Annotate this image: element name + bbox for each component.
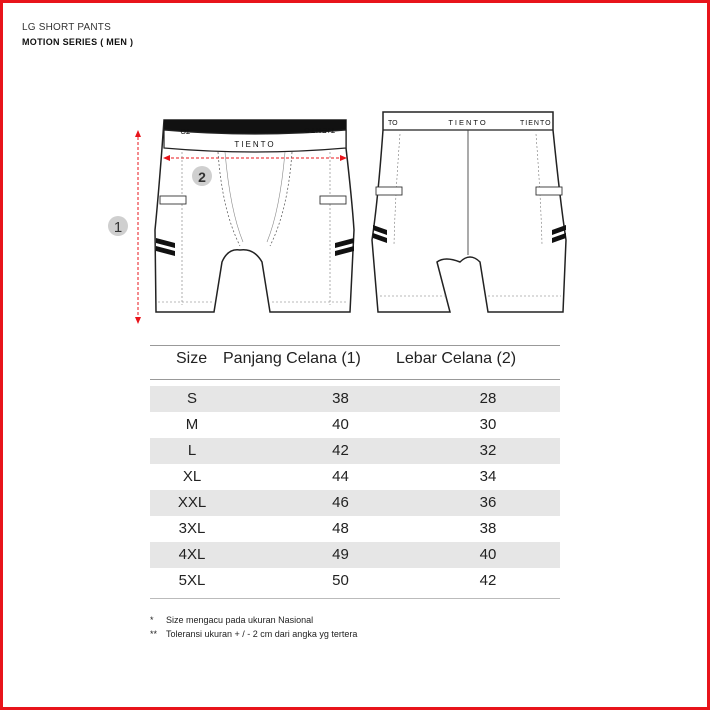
size-chart-table [150,345,560,599]
length-measure-line [135,130,141,324]
size-cell: 3XL [178,520,206,537]
header-width: Lebar Celana (2) [396,350,517,367]
size-cell: XXL [177,494,207,511]
table-row [150,542,560,568]
back-view [372,112,566,312]
note-tolerance: ** Toleransi ukuran + / - 2 cm dari angka yg tertera [150,629,358,639]
width-cell: 42 [479,572,497,589]
table-row [150,412,560,438]
width-cell: 28 [479,390,497,407]
length-cell: 48 [332,520,349,537]
size-cell: 5XL [178,572,206,589]
table-body [150,386,560,599]
svg-text:TIENTO: TIENTO [448,118,488,127]
width-cell: 40 [479,546,497,563]
header-length: Panjang Celana (1) [223,350,361,367]
length-cell: 46 [332,494,349,511]
header-size: Size [176,350,208,367]
length-cell: 50 [332,572,349,589]
size-cell: XL [182,468,202,485]
width-cell: 30 [479,416,497,433]
table-header [150,345,560,380]
note-size-standard: * Size mengacu pada ukuran Nasional [150,615,314,625]
svg-text:TO: TO [180,127,190,134]
width-cell: 36 [479,494,497,511]
size-cell: M [185,416,199,433]
size-cell: 4XL [178,546,206,563]
table-row [150,568,560,594]
product-line-label: LG SHORT PANTS [22,22,111,33]
table-row [150,464,560,490]
size-cell: L [187,442,197,459]
length-cell: 38 [332,390,349,407]
table-row [150,516,560,542]
width-cell: 38 [479,520,497,537]
front-view [155,120,354,312]
svg-text:TO: TO [388,120,398,127]
width-cell: 32 [479,442,497,459]
table-bottom-border [150,598,560,599]
table-row [150,438,560,464]
length-cell: 49 [332,546,349,563]
svg-text:TIENTO: TIENTO [234,140,276,149]
table-row [150,386,560,412]
svg-text:TIENTO: TIENTO [520,120,552,127]
width-cell: 34 [479,468,497,485]
size-cell: S [186,390,197,407]
length-cell: 40 [332,416,349,433]
width-marker-number: 2 [198,169,206,185]
svg-text:TIENTO: TIENTO [303,126,335,133]
length-cell: 44 [332,468,349,485]
width-marker-badge [192,166,212,186]
product-series-label: MOTION SERIES ( MEN ) [22,37,134,47]
length-cell: 42 [332,442,349,459]
table-row [150,490,560,516]
shorts-technical-drawing [0,0,710,340]
length-marker-badge [108,216,128,236]
length-marker-number: 1 [113,219,123,236]
